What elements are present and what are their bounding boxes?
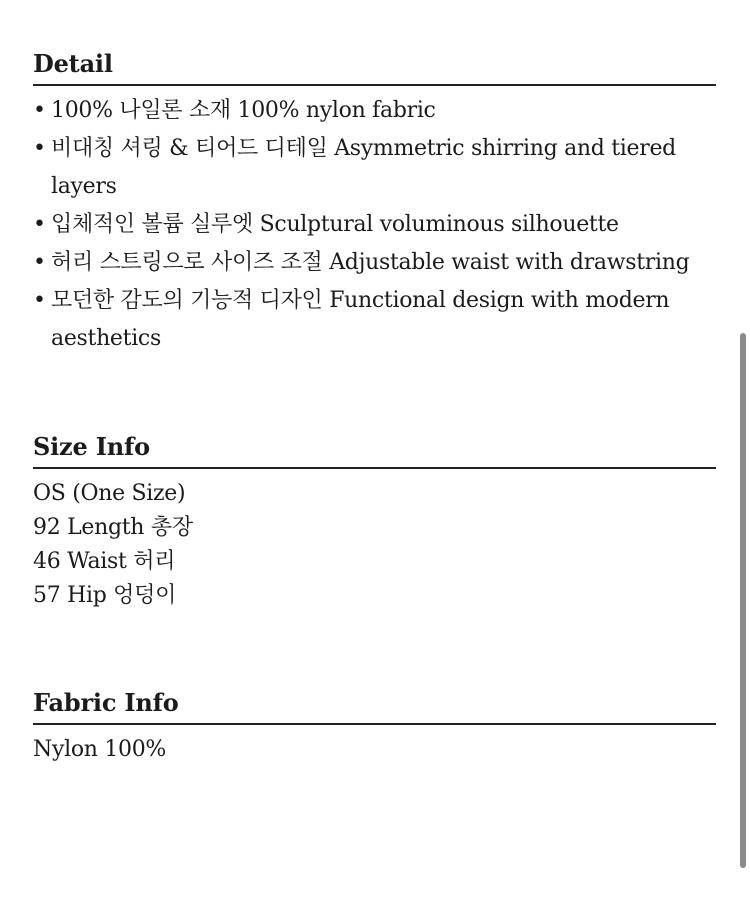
fabric-info-list: [33, 733, 716, 767]
fabric-info-section: [33, 683, 716, 767]
size-info-list: [33, 477, 716, 613]
fabric-info-divider: [33, 723, 716, 725]
vertical-scrollbar[interactable]: [740, 333, 746, 868]
size-line-waist: 46 Waist 허리: [33, 549, 176, 574]
detail-item-silhouette: [33, 206, 716, 244]
size-info-divider: [33, 467, 716, 469]
size-info-heading: Size Info: [33, 432, 150, 461]
detail-list: [33, 92, 716, 358]
detail-heading: Detail: [33, 49, 113, 78]
detail-item-shirring: [33, 130, 716, 206]
fabric-line-composition: Nylon 100%: [33, 737, 167, 762]
size-info-section: [33, 427, 716, 613]
size-line-hip: 57 Hip 엉덩이: [33, 583, 177, 608]
detail-divider: [33, 84, 716, 86]
bullet-icon: •: [33, 288, 46, 313]
detail-item-text: 허리 스트링으로 사이즈 조절 Adjustable waist with drawstring: [51, 250, 690, 275]
detail-item-fabric: [33, 92, 716, 130]
detail-item-text: 비대칭 셔링 & 티어드 디테일 Asymmetric shirring and tiered layers: [51, 136, 676, 199]
detail-item-design: [33, 282, 716, 358]
bullet-icon: •: [33, 98, 46, 123]
detail-item-text: 100% 나일론 소재 100% nylon fabric: [51, 98, 436, 123]
size-line-length: 92 Length 총장: [33, 515, 193, 540]
detail-item-text: 입체적인 볼륨 실루엣 Sculptural voluminous silhouette: [51, 212, 619, 237]
fabric-info-heading: Fabric Info: [33, 688, 179, 717]
detail-item-text: 모던한 감도의 기능적 디자인 Functional design with modern aesthetics: [51, 288, 670, 351]
detail-section: [33, 44, 716, 358]
bullet-icon: •: [33, 136, 46, 161]
detail-item-waist: [33, 244, 716, 282]
bullet-icon: •: [33, 250, 46, 275]
bullet-icon: •: [33, 212, 46, 237]
size-line-one-size: OS (One Size): [33, 481, 186, 506]
